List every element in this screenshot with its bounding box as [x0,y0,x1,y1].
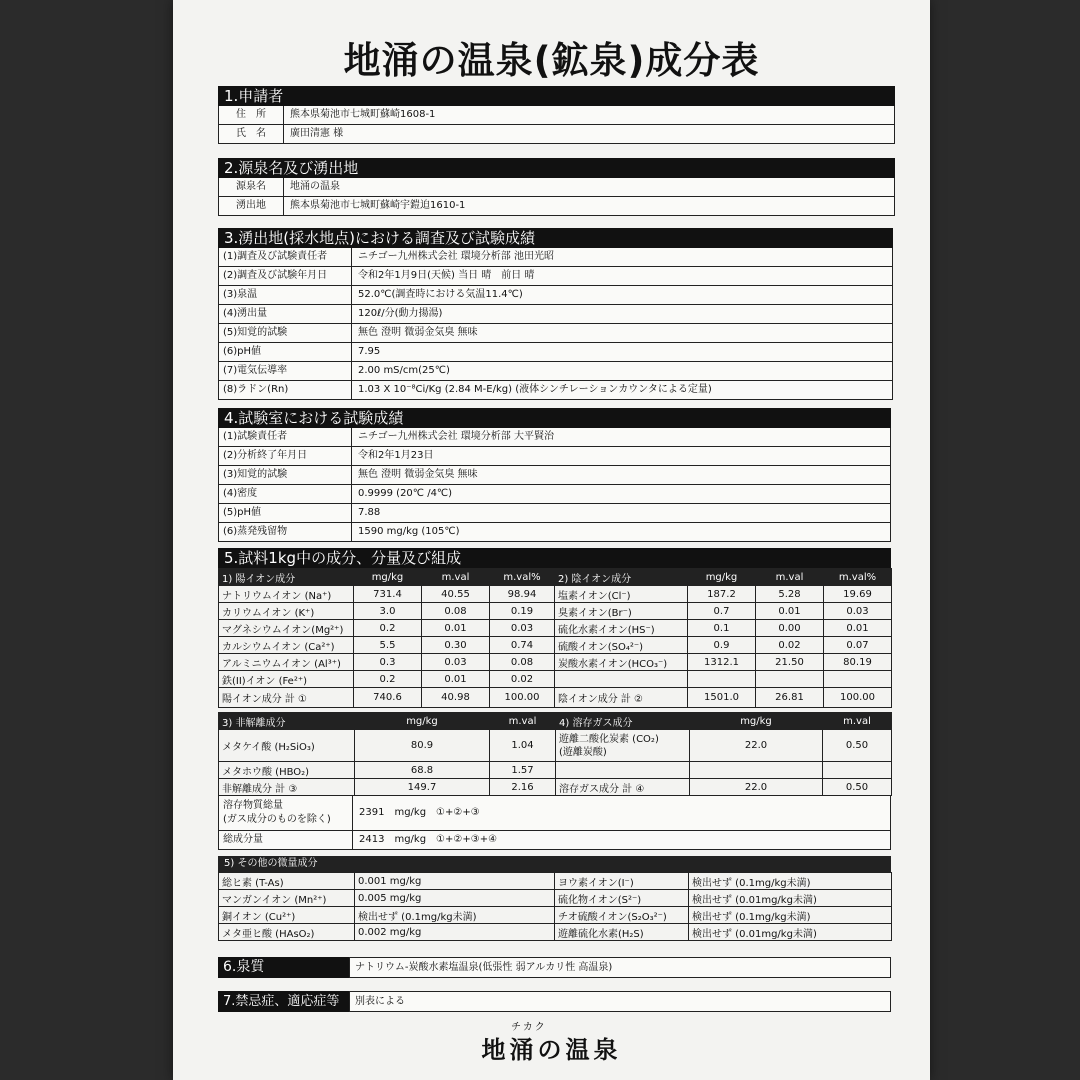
table-cell: 19.69 [824,586,892,603]
table-row [218,428,891,447]
table-cell [688,671,756,688]
table-row [218,466,891,485]
table-cell: 0.01 [422,620,490,637]
table-cell: 5.28 [756,586,824,603]
table-row [219,779,892,796]
table-cell: 硫化物イオン(S²⁻) [555,890,689,907]
table-row: 源泉名 地涌の温泉 [218,178,895,197]
footer-logo: 地涌の温泉 [481,1035,622,1064]
table-cell [556,762,690,779]
table-cell: メタホウ酸 (HBO₂) [219,762,355,779]
row-value: 1.03 X 10⁻⁸Ci/Kg (2.84 M-E/kg) (液体シンチレーションカウンタによる定量) [358,384,712,395]
page-title: 地涌の温泉(鉱泉)成分表 [343,39,760,82]
column-header: m.val [490,713,556,730]
table-cell: 炭酸水素イオン(HCO₃⁻) [555,654,688,671]
table-cell: 80.19 [824,654,892,671]
table-row [219,603,892,620]
row-value: ニチゴー九州株式会社 環境分析部 池田光昭 [358,251,554,262]
row-label: (3)泉温 [219,286,352,304]
table-cell: 1312.1 [688,654,756,671]
table-cell: 0.01 [422,671,490,688]
table-cell: 溶存ガス成分 計 ④ [556,779,690,796]
table-row [219,924,892,941]
section-header: 1.申請者 [218,86,895,106]
table-cell: 0.2 [354,671,422,688]
column-header: m.val% [490,569,555,586]
table-cell: 740.6 [354,688,422,708]
table-cell: 0.00 [756,620,824,637]
table-cell: 0.01 [756,603,824,620]
footer-ruby: チカク [511,1022,547,1033]
table-cell: 5.5 [354,637,422,654]
table-cell: 塩素イオン(Cl⁻) [555,586,688,603]
table-row [218,286,893,305]
table-cell: 0.08 [490,654,555,671]
row-value: 0.9999 (20℃ /4℃) [358,488,453,499]
table-row [219,688,892,708]
table-row [218,504,891,523]
row-value: ニチゴー九州株式会社 環境分析部 大平賢治 [358,431,554,442]
row-value: 52.0℃(調査時における気温11.4℃) [358,289,523,300]
trace-header: 5) その他の微量成分 [218,856,891,872]
total-block [218,796,891,850]
table-cell: 検出せず (0.1mg/kg未満) [689,873,892,890]
column-header: mg/kg [354,569,422,586]
row-label: (2)調査及び試験年月日 [219,267,352,285]
table-cell: 80.9 [355,730,490,762]
table-cell: 0.30 [422,637,490,654]
table-cell: 0.03 [490,620,555,637]
column-header: mg/kg [690,713,823,730]
table-cell [823,762,892,779]
table-cell: 0.7 [688,603,756,620]
table-row [218,248,893,267]
section-indications: 7.禁忌症、適応症等 別表による [218,991,891,1012]
table-row [219,730,892,762]
table-cell: 21.50 [756,654,824,671]
row-label: (2)分析終了年月日 [219,447,352,465]
table-row [218,381,893,400]
table-row: 湧出地 熊本県菊池市七城町蘇崎宇鎧迫1610-1 [218,197,895,216]
table-cell: 検出せず (0.01mg/kg未満) [689,924,892,941]
table-cell [756,671,824,688]
table-cell: 98.94 [490,586,555,603]
table-cell: 0.50 [823,779,892,796]
table-row [218,324,893,343]
section-field-test [218,228,893,400]
section-header: 5.試料1kg中の成分、分量及び組成 [218,548,891,568]
table-cell: 0.07 [824,637,892,654]
table-cell: 非解離成分 計 ③ [219,779,355,796]
table-row [219,586,892,603]
table-cell [824,671,892,688]
table-row [219,654,892,671]
table-cell: 40.55 [422,586,490,603]
table-cell: 0.9 [688,637,756,654]
table-cell: 0.005 mg/kg [355,890,555,907]
table-cell: 0.08 [422,603,490,620]
row-label: (4)湧出量 [219,305,352,323]
table-header-row [219,713,892,730]
table-cell: ヨウ素イオン(I⁻) [555,873,689,890]
section-quality: 6.泉質 ナトリウム-炭酸水素塩温泉(低張性 弱アルカリ性 高温泉) [218,957,891,978]
table-header-row [219,569,892,586]
table-cell: カルシウムイオン (Ca²⁺) [219,637,354,654]
table-cell: 硫化水素イオン(HS⁻) [555,620,688,637]
column-header: mg/kg [688,569,756,586]
column-header: 1) 陽イオン成分 [219,569,354,586]
table-cell: 遊離硫化水素(H₂S) [555,924,689,941]
column-header: 3) 非解離成分 [219,713,355,730]
table-cell: 硫酸イオン(SO₄²⁻) [555,637,688,654]
trace-table [218,872,892,941]
table-cell: アルミニウムイオン (Al³⁺) [219,654,354,671]
table-cell: 3.0 [354,603,422,620]
section-source [218,158,895,216]
table-row: 住 所 熊本県菊池市七城町蘇崎1608-1 [218,106,895,125]
table-cell: ナトリウムイオン (Na⁺) [219,586,354,603]
row-value: 無色 澄明 微弱金気臭 無味 [358,327,478,338]
table-cell: 149.7 [355,779,490,796]
table-cell: 731.4 [354,586,422,603]
analysis-sheet [173,0,930,1080]
row-value: 令和2年1月23日 [358,450,434,461]
table-row [219,907,892,924]
row-label: (1)試験責任者 [219,428,352,446]
row-label: (5)知覚的試験 [219,324,352,342]
table-cell: メタケイ酸 (H₂SiO₃) [219,730,355,762]
column-header: mg/kg [355,713,490,730]
column-header: m.val [422,569,490,586]
table-row [219,873,892,890]
table-cell: 40.98 [422,688,490,708]
table-cell: 0.03 [824,603,892,620]
table-cell: 0.02 [490,671,555,688]
table-cell: 銅イオン (Cu²⁺) [219,907,355,924]
table-cell: カリウムイオン (K⁺) [219,603,354,620]
row-value: 令和2年1月9日(天候) 当日 晴 前日 晴 [358,270,535,281]
table-cell: 1.04 [490,730,556,762]
gas-alias: (遊離炭酸) [559,746,607,758]
row-label: (6)蒸発残留物 [219,523,352,541]
table-cell: 2.16 [490,779,556,796]
table-cell: 0.19 [490,603,555,620]
table-row [218,523,891,542]
table-row [219,620,892,637]
section-header: 2.源泉名及び湧出地 [218,158,895,178]
table-cell: 0.3 [354,654,422,671]
table-cell: 0.1 [688,620,756,637]
table-cell: 0.2 [354,620,422,637]
table-row [219,671,892,688]
table-cell: 187.2 [688,586,756,603]
table-row [219,890,892,907]
row-label: (5)pH値 [219,504,352,522]
section-header: 3.湧出地(採水地点)における調査及び試験成績 [218,228,893,248]
table-row [218,343,893,362]
row-value: 7.88 [358,507,381,518]
section-composition [218,548,891,941]
row-value: 7.95 [358,346,381,357]
table-row [218,267,893,286]
table-cell: 0.002 mg/kg [355,924,555,941]
table-row [219,637,892,654]
row-label: (7)電気伝導率 [219,362,352,380]
table-cell: 検出せず (0.1mg/kg未満) [689,907,892,924]
table-cell: 1.57 [490,762,556,779]
gas-name: 遊離二酸化炭素 (CO₂) [559,733,659,745]
table-cell: 陽イオン成分 計 ① [219,688,354,708]
row-value: 無色 澄明 微弱金気臭 無味 [358,469,478,480]
table-cell: 100.00 [824,688,892,708]
table-row [218,447,891,466]
table-cell: 100.00 [490,688,555,708]
table-cell: 陰イオン成分 計 ② [555,688,688,708]
table-row [219,762,892,779]
row-value: 2.00 mS/cm(25℃) [358,365,450,376]
table-row: 溶存物質総量 (ガス成分のものを除く) 2391 mg/kg ①+②+③ [218,796,891,831]
ion-table [218,568,892,708]
table-cell: 0.02 [756,637,824,654]
table-cell: 総ヒ素 (T-As) [219,873,355,890]
column-header: 2) 陰イオン成分 [555,569,688,586]
table-cell: 検出せず (0.1mg/kg未満) [355,907,555,924]
table-cell: 26.81 [756,688,824,708]
row-label: (8)ラドン(Rn) [219,381,352,399]
row-label: (4)密度 [219,485,352,503]
table-row: 氏 名 廣田清憲 様 [218,125,895,144]
table-cell: 0.74 [490,637,555,654]
section-header: 4.試験室における試験成績 [218,408,891,428]
table-row [218,485,891,504]
table-cell: 0.01 [824,620,892,637]
table-row: 総成分量 2413 mg/kg ①+②+③+④ [218,831,891,850]
column-header: 4) 溶存ガス成分 [556,713,690,730]
row-value: 1590 mg/kg (105℃) [358,526,460,537]
section-applicant [218,86,895,144]
table-cell: 0.03 [422,654,490,671]
table-cell: 0.50 [823,730,892,762]
row-label: (3)知覚的試験 [219,466,352,484]
table-cell: 鉄(II)イオン (Fe²⁺) [219,671,354,688]
column-header: m.val% [824,569,892,586]
table-cell: 検出せず (0.01mg/kg未満) [689,890,892,907]
table-cell [690,762,823,779]
column-header: m.val [756,569,824,586]
table-cell: 0.001 mg/kg [355,873,555,890]
table-cell: マンガンイオン (Mn²⁺) [219,890,355,907]
row-value: 120ℓ/分(動力揚湯) [358,308,443,319]
nondiss-gas-table [218,712,892,796]
row-label: (6)pH値 [219,343,352,361]
table-cell [555,671,688,688]
table-row [218,362,893,381]
row-label: (1)調査及び試験責任者 [219,248,352,266]
section-lab-test [218,408,891,542]
table-cell: 1501.0 [688,688,756,708]
table-cell: メタ亜ヒ酸 (HAsO₂) [219,924,355,941]
table-cell: マグネシウムイオン(Mg²⁺) [219,620,354,637]
table-cell: チオ硫酸イオン(S₂O₃²⁻) [555,907,689,924]
table-cell: 臭素イオン(Br⁻) [555,603,688,620]
column-header: m.val [823,713,892,730]
table-cell [556,730,690,762]
table-row [218,305,893,324]
table-cell: 22.0 [690,730,823,762]
table-cell: 22.0 [690,779,823,796]
table-cell: 68.8 [355,762,490,779]
